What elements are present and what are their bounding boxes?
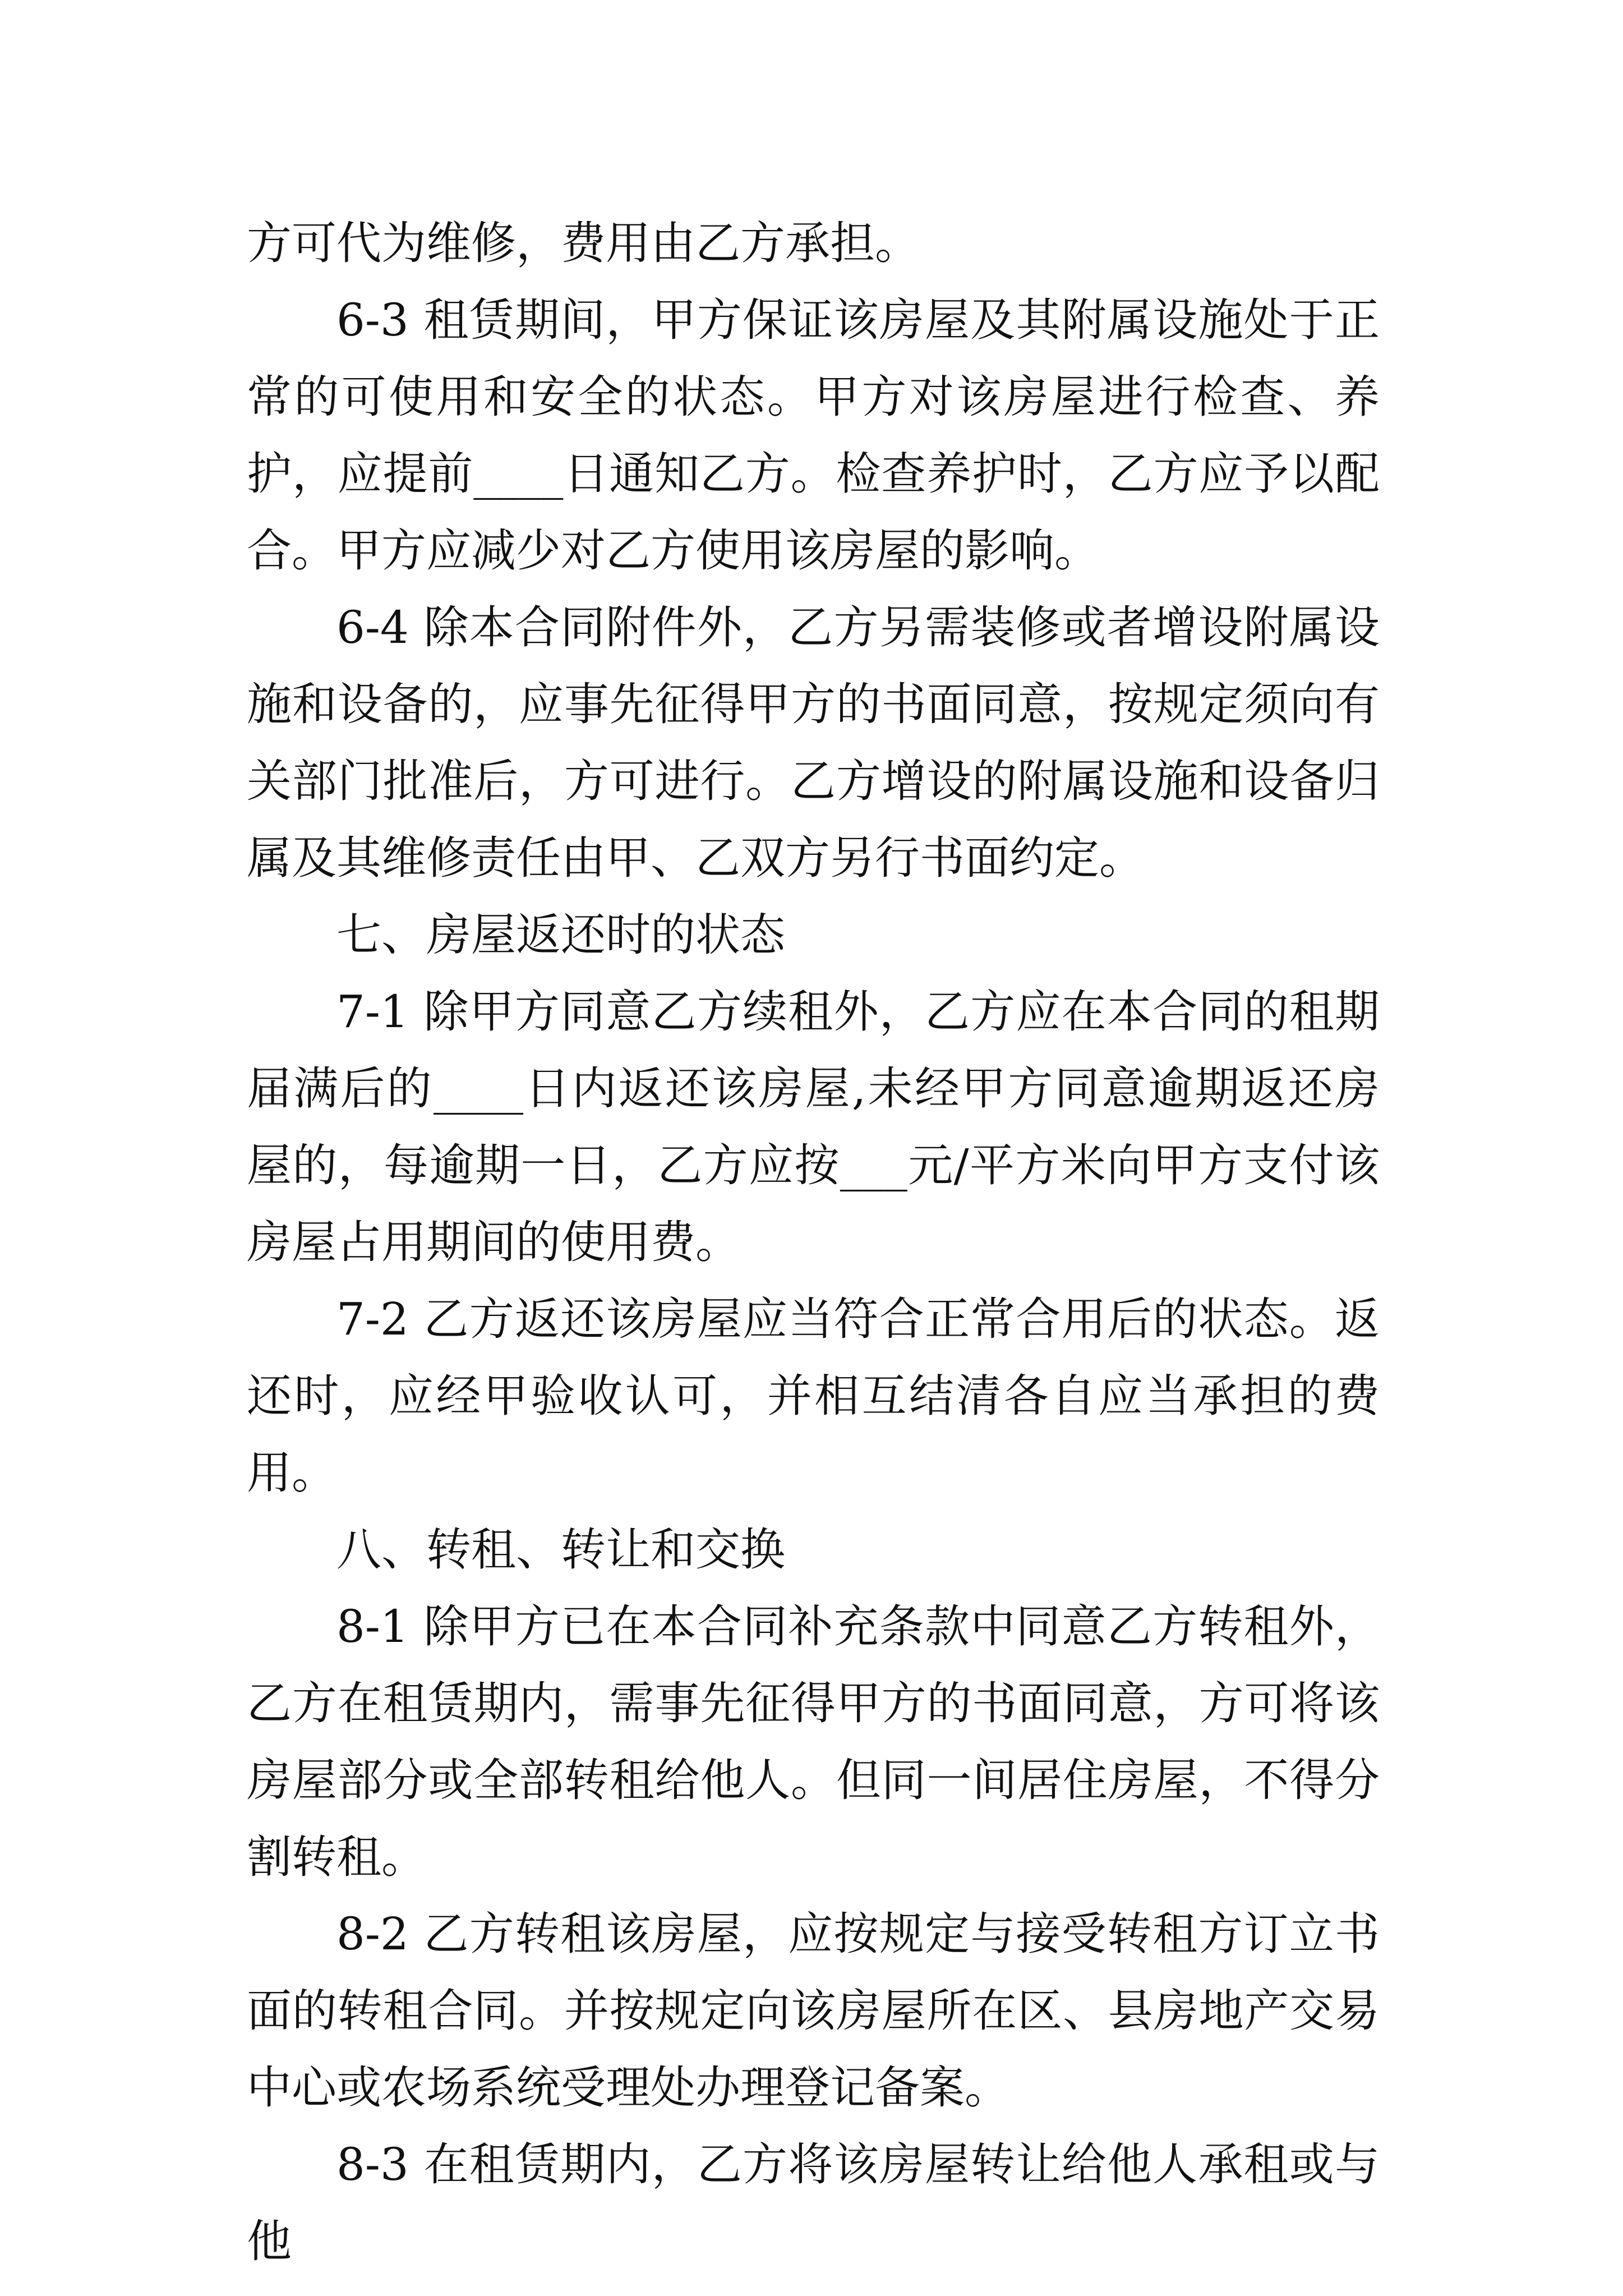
clause-6-4: 6-4 除本合同附件外，乙方另需装修或者增设附属设施和设备的，应事先征得甲方的书面同意，按规定须向有关部门批准后，方可进行。乙方增设的附属设施和设备归属及其维修责任由甲、乙双方另行书面约定。 bbox=[247, 601, 1380, 884]
document-body bbox=[247, 205, 1380, 2280]
clause-8-2: 8-2 乙方转租该房屋，应按规定与接受转租方订立书面的转租合同。并按规定向该房屋所在区、县房地产交易中心或农场系统受理处办理登记备案。 bbox=[247, 1908, 1380, 2114]
clause-7-2: 7-2 乙方返还该房屋应当符合正常合用后的状态。返还时，应经甲验收认可，并相互结清各自应当承担的费用。 bbox=[247, 1293, 1380, 1499]
section-heading-7: 七、房屋返还时的状态 bbox=[336, 909, 785, 961]
clause-8-3: 8-3 在租赁期内，乙方将该房屋转让给他人承租或与他 bbox=[247, 2138, 1380, 2267]
clause-6-3: 6-3 租赁期间，甲方保证该房屋及其附属设施处于正常的可使用和安全的状态。甲方对该房屋进行检查、养护，应提前____日通知乙方。检查养护时，乙方应予以配合。甲方应减少对乙方使用该房屋的影响。 bbox=[247, 294, 1380, 577]
clause-7-1: 7-1 除甲方同意乙方续租外，乙方应在本合同的租期届满后的____日内返还该房屋,未经甲方同意逾期返还房屋的，每逾期一日，乙方应按___元/平方米向甲方支付该房屋占用期间的使用费。 bbox=[247, 986, 1380, 1268]
clause-8-1: 8-1 除甲方已在本合同补充条款中同意乙方转租外，乙方在租赁期内，需事先征得甲方的书面同意，方可将该房屋部分或全部转租给他人。但同一间居住房屋，不得分割转租。 bbox=[247, 1600, 1380, 1883]
section-heading-8: 八、转租、转让和交换 bbox=[336, 1524, 785, 1576]
paragraph-continuation: 方可代为维修，费用由乙方承担。 bbox=[247, 217, 920, 269]
